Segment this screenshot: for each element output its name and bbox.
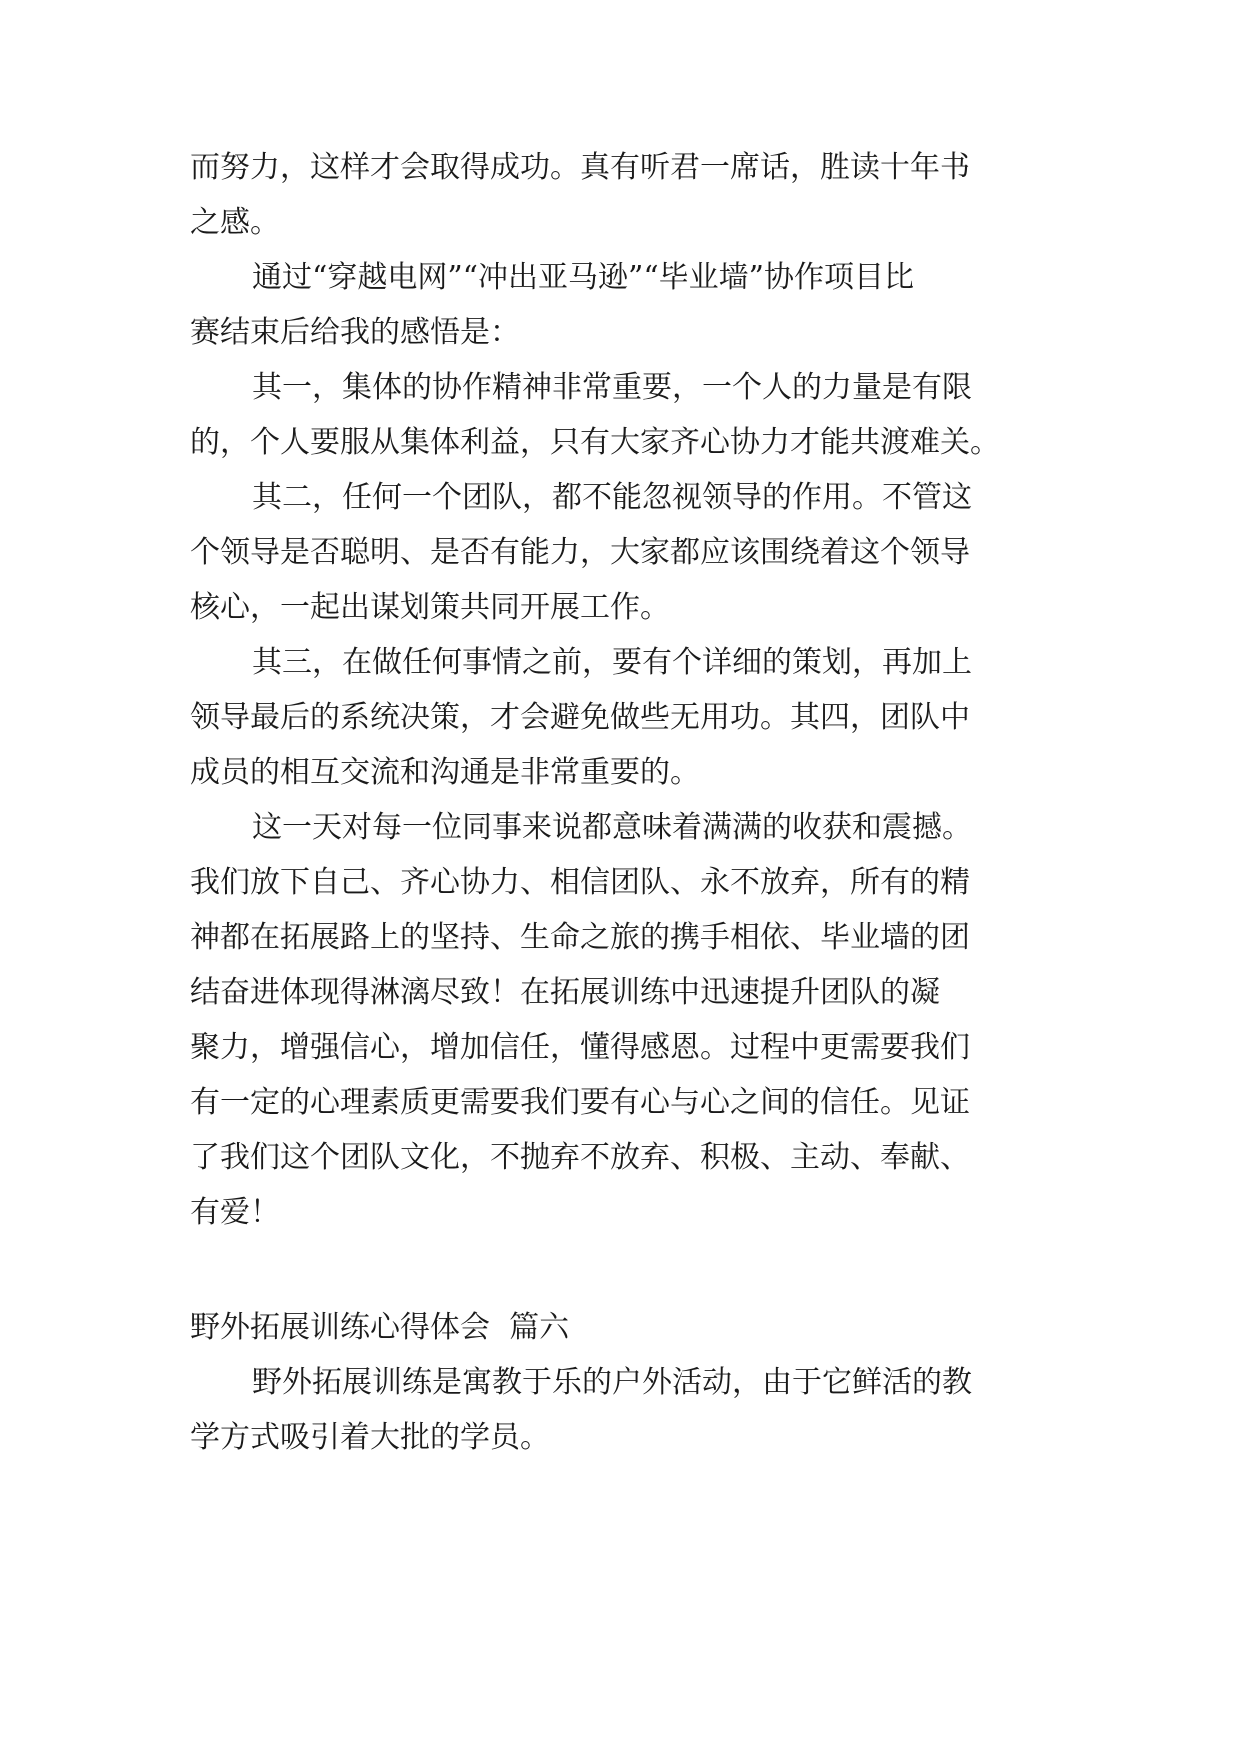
paragraph-4: 其二，任何一个团队，都不能忽视领导的作用。不管这 个领导是否聪明、是否有能力，大家都应该围绕着这个领导 核心，一起出谋划策共同开展工作。	[190, 480, 972, 625]
paragraph-5: 其三，在做任何事情之前，要有个详细的策划，再加上 领导最后的系统决策，才会避免做些无用功。其四，团队中 成员的相互交流和沟通是非常重要的。	[190, 645, 972, 790]
paragraph-1: 而努力，这样才会取得成功。真有听君一席话，胜读十年书 之感。	[190, 150, 970, 240]
paragraph-2: 通过“穿越电网”“冲出亚马逊”“毕业墙”协作项目比 赛结束后给我的感悟是：	[190, 260, 915, 350]
section-heading: 野外拓展训练心得体会 篇六	[190, 1310, 570, 1345]
paragraph-3: 其一，集体的协作精神非常重要，一个人的力量是有限 的，个人要服从集体利益，只有大家齐心协力才能共渡难关。	[190, 370, 1000, 460]
paragraph-6: 这一天对每一位同事来说都意味着满满的收获和震撼。 我们放下自己、齐心协力、相信团队、永不放弃，所有的精 神都在拓展路上的坚持、生命之旅的携手相依、毕业墙的团 结奋进体现得淋漓尽致！在拓展训练中迅速提升团队的凝 聚力，增强信心，增加信任，懂得感恩。过程中更需要我们 有一定的心理素质更需要我们要有心与心之间的信任。见证 了我们这个团队文化，不抛弃不放弃、积极、主动、奉献、 有爱！	[190, 810, 972, 1230]
section-paragraph: 野外拓展训练是寓教于乐的户外活动，由于它鲜活的教 学方式吸引着大批的学员。	[190, 1365, 972, 1455]
